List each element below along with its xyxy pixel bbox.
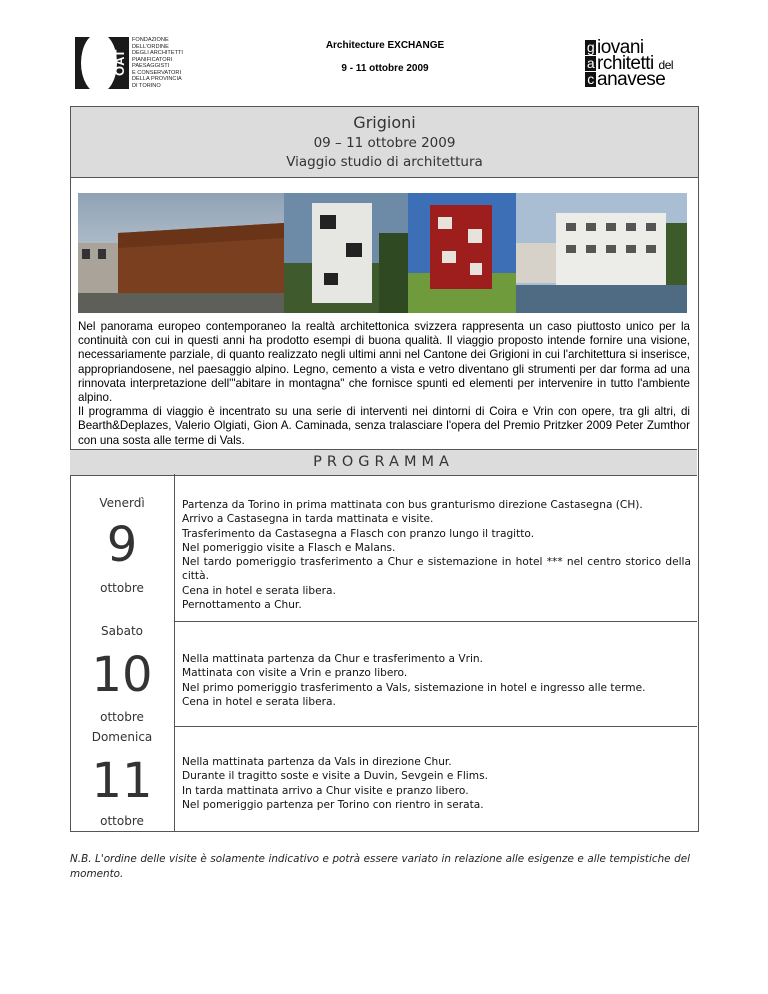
page-title: Grigioni (353, 113, 416, 132)
day-saturday-description (174, 622, 698, 726)
day-name: Sabato (101, 624, 143, 638)
itinerary-line: Partenza da Torino in prima mattinata con bus granturismo direzione Castasegna (CH). (182, 499, 643, 511)
day-month: ottobre (100, 710, 144, 724)
day-sunday-description (174, 727, 698, 831)
day-number: 11 (91, 753, 153, 809)
photo-white-tower (284, 193, 408, 313)
day-name: Venerdì (99, 496, 145, 510)
day-number: 9 (106, 517, 138, 573)
day-sunday (70, 730, 174, 828)
oat-letters: OAT (112, 49, 127, 77)
itinerary-line: Cena in hotel e serata libera. (182, 584, 336, 597)
itinerary-line: Cena in hotel e serata libera. (182, 695, 336, 708)
program-heading: PROGRAMMA (70, 449, 697, 476)
day-number: 10 (91, 647, 153, 703)
intro-paragraph: Il programma di viaggio è incentrato su una serie di interventi nei dintorni di Coira e Vrin con opere, tra gli altri, di Bearth&Deplazes, Valerio Olgiati, Gion A. Caminada, senza tralasciare l'opera del Premio Pritzker 2009 Peter Zumthor con una sosta alle terme di Vals. (78, 405, 690, 447)
intro-paragraph: Nel panorama europeo contemporaneo la realtà architettonica svizzera rappresenta un caso piuttosto unico per la continuità con cui in questi anni ha prodotto esempi di buona qualità. Il viaggio proposto intende fornire una visione, necessariamente parziale, di quanto realizzato negli ultimi anni nel Cantone dei Grigioni in cui l'architettura si inserisce, appropriandosene, nel paesaggio alpino. Legno, cemento a vista e vetro diventano gli strumenti per dar forma ad una rinnovata interpretazione dell'"abitare in montagna" che fornisce spunti ed elementi per intervenire in tutto l'ambiente alpino. (78, 320, 690, 405)
day-friday-description (174, 474, 698, 621)
giovani-architetti-logo: g iovani a rchitetti del c anavese (586, 37, 674, 90)
trip-dates: 09 – 11 ottobre 2009 (313, 135, 456, 151)
itinerary-line: Trasferimento da Castasegna a Flasch con pranzo lungo il tragitto. (182, 527, 535, 540)
footnote: N.B. L'ordine delle visite è solamente indicativo e potrà essere variato in relazione alle esigenze e alle tempistiche del momento. (70, 853, 690, 880)
day-month: ottobre (100, 814, 144, 828)
oat-logo-icon (75, 37, 129, 89)
itinerary-line: Nel pomeriggio partenza per Torino con rientro in serata. (182, 798, 484, 811)
itinerary-line: Pernottamento a Chur. (182, 599, 302, 612)
day-friday (70, 496, 174, 595)
itinerary-line: Nel primo pomeriggio trasferimento a Vals, sistemazione in hotel e ingresso alle terme. (182, 681, 646, 694)
day-saturday (70, 624, 174, 724)
itinerary-line: Nel pomeriggio visite a Flasch e Malans. (182, 541, 396, 554)
intro-text (78, 320, 690, 448)
foundation-logo (75, 37, 215, 89)
photo-red-house (408, 193, 516, 313)
itinerary-line: Nella mattinata partenza da Chur e trasferimento a Vrin. (182, 653, 483, 665)
foundation-name: FONDAZIONE DELL'ORDINE DEGLI ARCHITETTI PIANIFICATORI PAESAGGISTI E CONSERVATORI DELLA PROVINCIA DI TORINO (132, 37, 183, 89)
photo-rust-building (78, 193, 284, 313)
itinerary-line: Nella mattinata partenza da Vals in direzione Chur. (182, 756, 452, 768)
event-name: Architecture EXCHANGE (325, 40, 445, 51)
event-header (290, 40, 480, 74)
day-name: Domenica (91, 730, 153, 744)
itinerary-line: Arrivo a Castasegna in tarda mattinata e visite. (182, 513, 434, 526)
day-month: ottobre (100, 581, 144, 595)
itinerary-line: Mattinata con visite a Vrin e pranzo libero. (182, 667, 408, 680)
event-dates: 9 - 11 ottobre 2009 (341, 63, 429, 74)
title-box (70, 106, 699, 178)
photo-hotel-river (516, 193, 687, 313)
itinerary-line: In tarda mattinata arrivo a Chur visite e pranzo libero. (182, 784, 469, 797)
itinerary-line: Nel tardo pomeriggio trasferimento a Chur e sistemazione in hotel *** nel centro storico della città. (182, 556, 691, 583)
trip-subtitle: Viaggio studio di architettura (286, 154, 483, 170)
itinerary-line: Durante il tragitto soste e visite a Duvin, Sevgein e Flims. (182, 770, 488, 783)
photo-strip (78, 193, 687, 313)
